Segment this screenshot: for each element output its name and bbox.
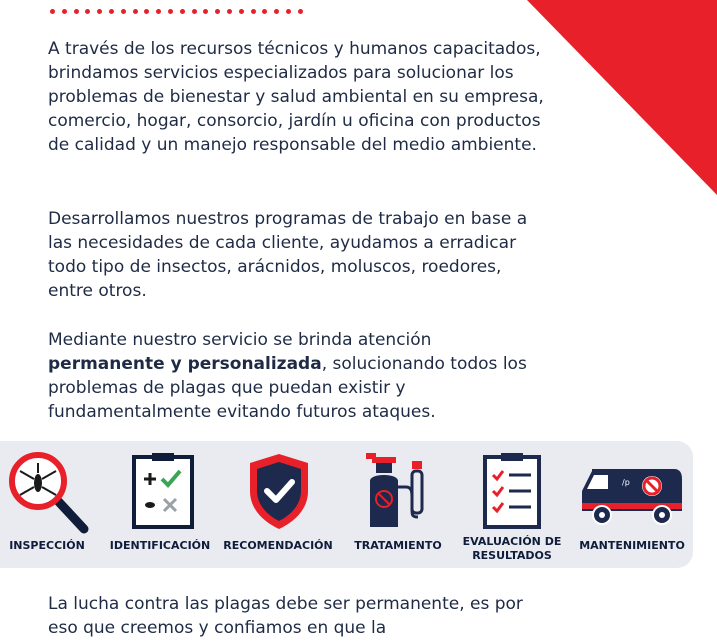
step-label: RECOMENDACIÓN — [223, 539, 333, 552]
intro-paragraph: A través de los recursos técnicos y humanos capacitados, brindamos servicios especializados para solucionar los problemas de bienestar y salud ambiental en su empresa, comercio, hogar, consorcio, jardín u oficina con productos de calidad y un manejo responsable del medio ambiente. — [48, 39, 544, 155]
red-corner-triangle — [527, 0, 717, 195]
sprayer-icon — [362, 447, 442, 531]
process-steps-band — [0, 441, 693, 568]
svg-text:/p: /p — [622, 478, 630, 487]
step-label: TRATAMIENTO — [354, 539, 442, 552]
step-identificacion — [110, 441, 220, 568]
step-label-line2: RESULTADOS — [472, 549, 552, 562]
service-text-bold: permanente y personalizada — [48, 354, 322, 374]
programs-paragraph: Desarrollamos nuestros programas de trabajo en base a las necesidades de cada cliente, ayudamos a erradicar todo tipo de insectos, arácnidos, moluscos, roedores, entre otros. — [48, 209, 528, 301]
decorative-dots — [50, 9, 303, 14]
service-text-end: , solucionando todos los problemas de plagas que puedan existir y fundamentalmente evitando futuros ataques. — [48, 354, 527, 422]
step-mantenimiento — [570, 441, 693, 568]
step-tratamiento — [340, 441, 455, 568]
step-inspeccion — [0, 441, 110, 568]
step-label-line1: EVALUACIÓN DE — [462, 535, 562, 548]
step-label: IDENTIFICACIÓN — [109, 539, 211, 552]
checklist-icon — [481, 451, 543, 531]
step-label: INSPECCIÓN — [9, 539, 85, 552]
step-recomendacion — [220, 441, 340, 568]
clipboard-check-icon — [128, 451, 198, 531]
service-text-start: Mediante nuestro servicio se brinda atención — [48, 330, 432, 350]
shield-check-icon — [246, 451, 312, 531]
magnifier-mosquito-icon — [8, 449, 98, 539]
step-label: MANTENIMIENTO — [579, 539, 685, 552]
step-evaluacion — [455, 441, 570, 568]
van-icon — [578, 461, 688, 531]
service-paragraph — [48, 328, 548, 424]
closing-paragraph: La lucha contra las plagas debe ser permanente, es por eso que creemos y confiamos en que la — [48, 594, 523, 638]
